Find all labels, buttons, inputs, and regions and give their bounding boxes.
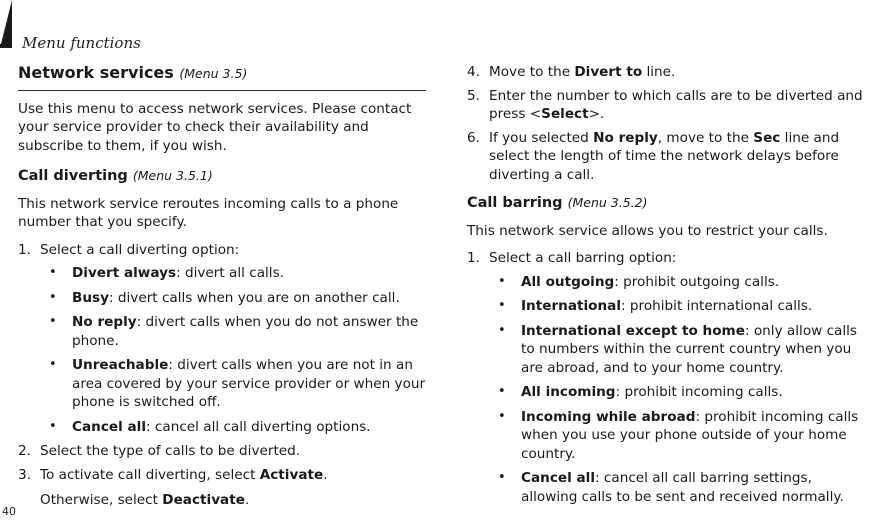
option-term: Incoming while abroad: [521, 408, 696, 425]
step-number: 6.: [467, 129, 480, 146]
step-number: 1.: [18, 241, 31, 258]
step-number: 4.: [467, 64, 480, 80]
step-number: 1.: [467, 250, 480, 266]
step-text: To activate call diverting, select: [40, 466, 260, 483]
step-number: 3.: [18, 466, 31, 483]
bullet-icon: •: [49, 357, 57, 372]
section-title: [18, 64, 426, 84]
option-term: No reply: [72, 314, 137, 330]
step-text: Select a call diverting option:: [40, 241, 240, 258]
header-accent-bar: [0, 0, 12, 48]
left-column: [18, 60, 426, 510]
step-bold: No reply: [593, 129, 658, 146]
list-item: [467, 273, 871, 292]
option-term: International except to home: [521, 322, 745, 339]
bullet-icon: •: [498, 322, 506, 338]
diverting-step-2: [18, 442, 426, 461]
option-desc: : prohibit outgoing calls.: [614, 273, 780, 290]
step-text: Select a call barring option:: [489, 250, 677, 266]
option-term: Cancel all: [521, 470, 595, 486]
section-intro: Use this menu to access network services. Please contact your service provider to check their availability and subscribe to them, if you wish.: [18, 100, 412, 154]
step-text: Otherwise, select: [40, 492, 163, 508]
list-item: [18, 264, 426, 283]
option-desc: : only allow calls to numbers within the current country when you are abroad, and to your home country.: [521, 322, 858, 376]
option-desc: : prohibit incoming calls.: [615, 384, 783, 400]
option-desc: : prohibit international calls.: [621, 298, 813, 314]
section-menu-ref: (Menu 3.5): [179, 66, 248, 81]
page-number: 40: [2, 505, 16, 518]
step-text-end: >.: [588, 106, 605, 122]
call-diverting-menu-ref: (Menu 3.5.1): [132, 168, 213, 183]
step-text-end: .: [244, 492, 250, 508]
bullet-icon: •: [498, 384, 506, 399]
list-item: [467, 469, 871, 506]
call-barring-menu-ref: (Menu 3.5.2): [567, 195, 648, 210]
list-item: [467, 408, 871, 464]
step-number: 5.: [467, 87, 480, 104]
step-number: 2.: [18, 443, 31, 459]
step-bold: Sec: [753, 129, 781, 146]
option-desc: : divert calls when you are not in an area covered by your service provider or when your phone is switched off.: [72, 357, 426, 410]
option-desc: : cancel all call barring settings, allowing calls to be sent and received normally.: [521, 470, 844, 505]
call-barring-title: [467, 194, 871, 213]
barring-options-list: [467, 273, 871, 507]
step-text: If you selected: [489, 129, 594, 146]
diverting-options-list: [18, 264, 426, 436]
call-diverting-desc: This network service reroutes incoming calls to a phone number that you specify.: [18, 195, 399, 230]
call-diverting-title: [18, 167, 426, 186]
step-text-end: .: [323, 466, 328, 483]
bullet-icon: •: [498, 470, 506, 485]
diverting-step-1: [18, 241, 426, 260]
list-item: [467, 383, 871, 402]
step-text-end: line and select the length of time the network delays before diverting a call.: [489, 129, 840, 183]
diverting-step-3: [18, 466, 426, 485]
option-desc: : prohibit incoming calls when you use your phone outside of your home country.: [521, 408, 859, 462]
option-term: Cancel all: [72, 418, 146, 435]
option-term: All outgoing: [521, 273, 615, 290]
list-item: [467, 297, 871, 316]
list-item: [18, 418, 426, 437]
step-bold: Activate: [259, 466, 324, 483]
option-desc: : divert calls when you do not answer the phone.: [72, 314, 419, 349]
call-diverting-title-text: Call diverting: [18, 168, 128, 184]
step-text: Move to the: [489, 64, 575, 80]
bullet-icon: •: [498, 298, 506, 313]
call-barring-title-text: Call barring: [467, 195, 563, 211]
option-desc: : divert calls when you are on another call.: [109, 289, 400, 306]
bullet-icon: •: [498, 273, 506, 289]
diverting-step-6: [467, 129, 871, 185]
option-desc: : divert all calls.: [176, 265, 284, 281]
step-bold: Select: [541, 106, 589, 122]
diverting-step-3-continued: [18, 491, 426, 510]
option-term: Unreachable: [72, 357, 169, 373]
diverting-step-5: [467, 87, 871, 124]
list-item: [18, 313, 426, 350]
list-item: [467, 322, 871, 378]
option-desc: : cancel all call diverting options.: [146, 418, 371, 435]
bullet-icon: •: [49, 289, 57, 305]
option-term: Divert always: [72, 265, 177, 281]
bullet-icon: •: [49, 314, 57, 329]
step-bold: Divert to: [574, 64, 643, 80]
list-item: [18, 289, 426, 308]
bullet-icon: •: [498, 408, 506, 424]
step-text: Enter the number to which calls are to be diverted and press <: [489, 87, 863, 122]
step-text: Select the type of calls to be diverted.: [40, 443, 301, 459]
option-term: All incoming: [521, 384, 616, 400]
bullet-icon: •: [49, 418, 57, 434]
option-term: International: [521, 298, 622, 314]
barring-step-1: [467, 249, 871, 268]
diverting-step-4: [467, 63, 871, 82]
call-barring-desc: This network service allows you to restrict your calls.: [467, 222, 828, 239]
right-column: [467, 60, 871, 512]
step-bold: Deactivate: [162, 492, 245, 508]
section-divider: [18, 90, 426, 91]
step-text-end: line.: [642, 64, 676, 80]
list-item: [18, 356, 426, 412]
page-header-title: Menu functions: [22, 34, 141, 52]
bullet-icon: •: [49, 265, 57, 280]
step-text-mid: , move to the: [657, 129, 754, 146]
section-title-text: Network services: [18, 63, 174, 82]
option-term: Busy: [72, 289, 109, 306]
